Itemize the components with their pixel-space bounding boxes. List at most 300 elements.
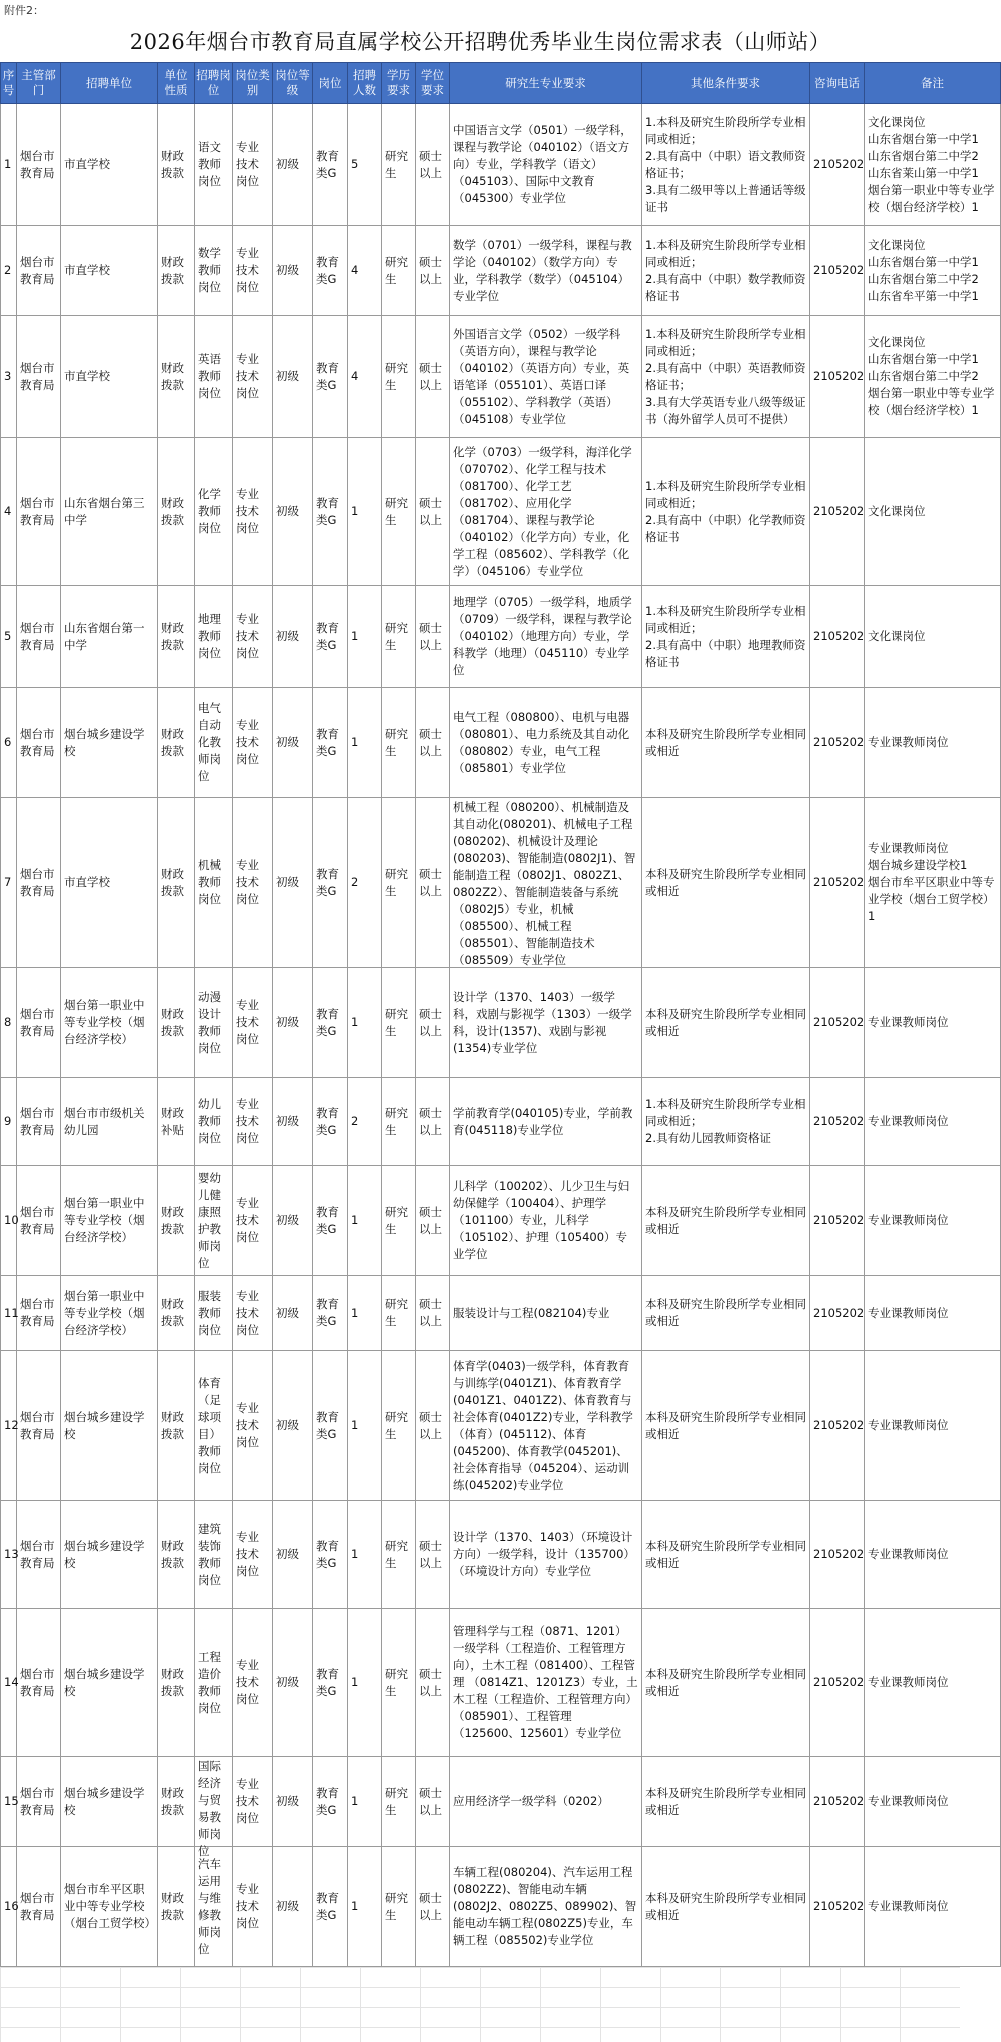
cell-seq [1,1501,17,1609]
cell-text: 机械工程（080200）、机械制造及其自动化(080201)、机械电子工程(080202)、机械设计及理论(080203)、智能制造(0802J1)、智能制造工程（0802J1、0802Z1、0802Z2）、智能制造装备与系统（0802J5）专业，机械（085500）、机械工程（085501）、智能制造技术（085509）专业学位 [453,799,636,967]
cell-text: 4 [351,263,359,277]
cell-seq [1,586,17,688]
cell-text: 1 [351,1547,359,1561]
cell-phone [810,1351,865,1501]
cell-text: 初级 [276,1794,299,1808]
cell-degree [416,798,450,968]
cell-unit [61,1351,158,1501]
cell-category [233,1847,273,1967]
cell-post [195,798,233,968]
cell-text: 烟台市教育局 [20,495,55,527]
cell-text: 机械教师岗位 [198,858,221,906]
cell-text: 本科及研究生阶段所学专业相同或相近 [645,866,806,898]
cell-type [313,586,348,688]
cell-text: 烟台城乡建设学校 [64,1785,145,1817]
cell-seq [1,226,17,316]
cell-dept [17,1757,61,1847]
cell-other [642,104,810,226]
cell-text: 硕士以上 [419,620,442,652]
cell-type [313,1847,348,1967]
cell-text: 研究生 [385,1890,408,1922]
cell-text: 财政拨款 [161,1297,184,1328]
cell-nature [158,798,195,968]
cell-text: 专业技术岗位 [236,1777,259,1825]
cell-text: 2105202 [813,629,865,643]
cell-seq [1,1166,17,1276]
cell-major [450,968,642,1078]
cell-major [450,798,642,968]
cell-text: 研究生 [385,148,408,180]
cell-post [195,438,233,586]
cell-text: 数学教师岗位 [198,246,221,294]
cell-phone [810,1078,865,1166]
cell-type [313,1276,348,1351]
cell-unit [61,1078,158,1166]
cell-note [865,1609,1001,1757]
cell-text: 本科及研究生阶段所学专业相同或相近 [645,1297,806,1328]
cell-edu [382,226,416,316]
cell-text: 专业课教师岗位 [868,735,949,749]
cell-text: 2105202 [813,875,865,889]
cell-text: 专业技术岗位 [236,140,259,188]
cell-unit [61,1276,158,1351]
cell-text: 1 [351,1305,359,1320]
cell-text: 儿科学（100202）、儿少卫生与妇幼保健学（100404）、护理学（101100）专业，儿科学（105102）、护理（105400）专业学位 [453,1179,630,1261]
cell-seq [1,1609,17,1757]
cell-post [195,1609,233,1757]
cell-major [450,438,642,586]
cell-text: 财政拨款 [161,148,184,180]
cell-text: 1 [351,1794,359,1808]
cell-text: 硕士以上 [419,1666,442,1698]
cell-text: 烟台市市级机关幼儿园 [64,1105,145,1137]
cell-text: 电气自动化教师岗位 [198,701,221,783]
cell-text: 7 [4,875,12,889]
cell-text: 烟台城乡建设学校 [64,1666,145,1698]
table-row [1,1078,1001,1166]
cell-type [313,226,348,316]
cell-edu [382,438,416,586]
cell-text: 1 [351,629,359,643]
cell-degree [416,1609,450,1757]
cell-edu [382,1757,416,1847]
cell-degree [416,968,450,1078]
cell-text: 硕士以上 [419,1409,442,1441]
cell-text: 市直学校 [64,263,110,277]
cell-text: 初级 [276,875,299,889]
cell-text: 文化课岗位 [868,504,926,518]
cell-type [313,798,348,968]
cell-text: 初级 [276,1213,299,1227]
page-title: 2026年烟台市教育局直属学校公开招聘优秀毕业生岗位需求表（山师站） [129,30,831,54]
cell-text: 2105202 [813,1899,865,1913]
cell-phone [810,798,865,968]
cell-text: 山东省烟台第三中学 [64,495,145,527]
cell-grade [273,798,313,968]
cell-nature [158,968,195,1078]
cell-seq [1,688,17,798]
cell-post [195,1501,233,1609]
cell-text: 财政拨款 [161,620,184,652]
cell-dept [17,1166,61,1276]
cell-count [348,104,382,226]
cell-note [865,438,1001,586]
cell-edu [382,1847,416,1967]
cell-grade [273,968,313,1078]
cell-text: 硕士以上 [419,495,442,527]
cell-grade [273,688,313,798]
table-row [1,1609,1001,1757]
cell-text: 专业技术岗位 [236,858,259,906]
cell-dept [17,1078,61,1166]
cell-text: 硕士以上 [419,1204,442,1236]
cell-text: 专业技术岗位 [236,1882,259,1930]
cell-text: 1 [351,1899,359,1913]
cell-text: 专业课教师岗位 [868,1305,949,1320]
cell-text: 中国语言文学（0501）一级学科，课程与教学论（040102）（语文方向）专业，学科教学（语文）（045103）、国际中文教育（045300）专业学位 [453,123,632,205]
cell-text: 学前教育学(040105)专业，学前教育(045118)专业学位 [453,1105,633,1137]
cell-post [195,1166,233,1276]
cell-category [233,1166,273,1276]
cell-text: 研究生 [385,1006,408,1038]
cell-text: 专业课教师岗位 [868,1213,949,1227]
cell-text: 教育类G [316,1785,339,1817]
cell-text: 烟台市教育局 [20,1204,55,1236]
table-row [1,316,1001,438]
cell-other [642,316,810,438]
cell-text: 专业技术岗位 [236,1288,259,1337]
cell-grade [273,1166,313,1276]
cell-nature [158,104,195,226]
cell-text: 教育类G [316,1666,339,1698]
cell-text: 6 [4,735,12,749]
cell-grade [273,1078,313,1166]
cell-text: 4 [351,369,359,383]
cell-post [195,688,233,798]
table-header-row [1,63,1001,104]
cell-grade [273,226,313,316]
cell-phone [810,104,865,226]
cell-note [865,1847,1001,1967]
cell-text: 财政拨款 [161,726,184,758]
cell-text: 市直学校 [64,875,110,889]
cell-phone [810,226,865,316]
cell-text: 烟台第一职业中等专业学校（烟台经济学校） [64,998,145,1046]
cell-text: 1 [351,1418,359,1432]
cell-text: 1.本科及研究生阶段所学专业相同或相近； 2.具有高中（中职）语文教师资格证书； 3.具有二级甲等以上普通话等级证书 [645,114,806,214]
header-post: 招聘岗位 [195,63,233,104]
cell-text: 专业课教师岗位 [868,1418,949,1432]
cell-text: 财政拨款 [161,1409,184,1441]
cell-edu [382,1078,416,1166]
header-seq: 序号 [1,63,17,104]
cell-nature [158,438,195,586]
cell-text: 教育类G [316,495,339,527]
cell-other [642,1847,810,1967]
cell-text: 教育类G [316,1105,339,1137]
cell-text: 本科及研究生阶段所学专业相同或相近 [645,1538,806,1570]
cell-text: 财政拨款 [161,1890,184,1922]
cell-text: 专业课教师岗位 [868,1794,949,1808]
cell-text: 教育类G [316,866,339,898]
cell-text: 硕士以上 [419,1006,442,1038]
cell-unit [61,316,158,438]
cell-seq [1,1351,17,1501]
cell-count [348,1847,382,1967]
cell-nature [158,1078,195,1166]
cell-text: 车辆工程(080204)、汽车运用工程(0802Z2)、智能电动车辆(0802J2、0802Z5、089902)、智能电动车辆工程(0802Z5)专业，车辆工程（085502)专业学位 [453,1865,637,1947]
table-row [1,1351,1001,1501]
cell-text: 体育学(0403)一级学科，体育教育与训练学(0401Z1)、体育教育学(0401Z1、0401Z2)、体育教育与社会体育(0401Z2)专业，学科教学（体育）(045112)、体育(045200)、体育教学(045201)、社会体育指导（045204）、运动训练(045202)专业学位 [453,1358,633,1492]
cell-grade [273,1757,313,1847]
cell-text: 初级 [276,629,299,643]
cell-text: 12 [4,1418,19,1432]
header-other: 其他条件要求 [642,63,810,104]
cell-post [195,226,233,316]
cell-text: 8 [4,1015,12,1029]
cell-text: 1 [351,504,359,518]
table-body [1,104,1001,1967]
cell-text: 研究生 [385,1785,408,1817]
cell-edu [382,688,416,798]
cell-phone [810,1757,865,1847]
cell-text: 2105202 [813,1305,865,1320]
cell-text: 研究生 [385,1204,408,1236]
cell-text: 烟台市教育局 [20,1105,55,1137]
header-unit: 招聘单位 [61,63,158,104]
cell-text: 语文教师岗位 [198,140,221,188]
cell-count [348,1757,382,1847]
cell-text: 教育类G [316,620,339,652]
cell-category [233,798,273,968]
cell-major [450,316,642,438]
cell-category [233,226,273,316]
cell-other [642,1351,810,1501]
cell-text: 硕士以上 [419,1890,442,1922]
cell-text: 初级 [276,263,299,277]
cell-text: 教育类G [316,1890,339,1922]
cell-text: 研究生 [385,866,408,898]
cell-other [642,688,810,798]
cell-count [348,316,382,438]
cell-text: 烟台市教育局 [20,1538,55,1570]
cell-grade [273,1609,313,1757]
cell-degree [416,1351,450,1501]
cell-degree [416,1166,450,1276]
cell-other [642,1609,810,1757]
cell-unit [61,1847,158,1967]
cell-dept [17,688,61,798]
cell-text: 2105202 [813,1794,865,1808]
header-major: 研究生专业要求 [450,63,642,104]
cell-edu [382,1351,416,1501]
cell-text: 烟台市教育局 [20,1890,55,1922]
cell-text: 专业课教师岗位 [868,1899,949,1913]
cell-text: 设计学（1370、1403）一级学科，戏剧与影视学（1303）一级学科，设计(1357)、戏剧与影视(1354)专业学位 [453,989,632,1055]
cell-degree [416,1847,450,1967]
header-grade: 岗位等级 [273,63,313,104]
cell-note [865,1166,1001,1276]
cell-text: 服装设计与工程(082104)专业 [453,1305,610,1320]
cell-other [642,1501,810,1609]
cell-text: 烟台市教育局 [20,866,55,898]
cell-unit [61,586,158,688]
cell-other [642,1166,810,1276]
cell-text: 体育（足球项目）教师岗位 [198,1375,221,1475]
cell-post [195,1847,233,1967]
cell-post [195,1757,233,1858]
cell-text: 初级 [276,1899,299,1913]
cell-category [233,438,273,586]
cell-phone [810,586,865,688]
cell-edu [382,1166,416,1276]
cell-text: 2105202 [813,504,865,518]
cell-unit [61,1501,158,1609]
cell-post [195,316,233,438]
header-degree: 学位要求 [416,63,450,104]
cell-text: 硕士以上 [419,726,442,758]
cell-major [450,1166,642,1276]
cell-seq [1,438,17,586]
cell-text: 16 [4,1899,19,1913]
cell-count [348,438,382,586]
cell-phone [810,1847,865,1967]
cell-phone [810,688,865,798]
cell-text: 烟台市教育局 [20,1006,55,1038]
cell-text: 2105202 [813,157,865,171]
cell-text: 工程造价教师岗位 [198,1649,221,1715]
cell-nature [158,688,195,798]
table-row [1,1757,1001,1847]
cell-text: 本科及研究生阶段所学专业相同或相近 [645,1890,806,1922]
cell-text: 文化课岗位 [868,629,926,643]
cell-text: 研究生 [385,1666,408,1698]
cell-unit [61,104,158,226]
cell-degree [416,586,450,688]
cell-grade [273,1276,313,1351]
cell-dept [17,1351,61,1501]
cell-text: 初级 [276,504,299,518]
cell-nature [158,1351,195,1501]
cell-category [233,968,273,1078]
cell-type [313,1609,348,1757]
cell-unit [61,1166,158,1276]
cell-text: 研究生 [385,495,408,527]
cell-note [865,226,1001,316]
cell-text: 硕士以上 [419,1785,442,1817]
cell-text: 专业技术岗位 [236,1196,259,1244]
table-row [1,226,1001,316]
cell-note [865,1276,1001,1351]
cell-dept [17,1609,61,1757]
cell-post [195,968,233,1078]
cell-text: 研究生 [385,1297,408,1328]
cell-seq [1,1276,17,1351]
cell-text: 专业课教师岗位 烟台城乡建设学校1 烟台市牟平区职业中等专业学校（烟台工贸学校）1 [868,841,995,923]
cell-text: 烟台城乡建设学校 [64,1409,145,1441]
cell-text: 1.本科及研究生阶段所学专业相同或相近； 2.具有高中（中职）化学教师资格证书 [645,478,806,544]
cell-text: 1.本科及研究生阶段所学专业相同或相近； 2.具有高中（中职）地理教师资格证书 [645,603,806,669]
cell-text: 本科及研究生阶段所学专业相同或相近 [645,1006,806,1038]
cell-note [865,1078,1001,1166]
cell-text: 初级 [276,157,299,171]
cell-text: 2 [351,875,359,889]
annex-label: 附件2： [4,4,44,17]
cell-phone [810,1166,865,1276]
cell-text: 财政拨款 [161,254,184,286]
cell-seq [1,1078,17,1166]
cell-other [642,226,810,316]
cell-text: 2105202 [813,1547,865,1561]
cell-text: 硕士以上 [419,866,442,898]
cell-text: 烟台市教育局 [20,1297,55,1328]
cell-category [233,1351,273,1501]
cell-type [313,1078,348,1166]
cell-type [313,968,348,1078]
cell-nature [158,586,195,688]
cell-text: 初级 [276,1305,299,1320]
cell-note [865,968,1001,1078]
cell-text: 2105202 [813,1213,865,1227]
cell-type [313,688,348,798]
cell-text: 初级 [276,1418,299,1432]
cell-text: 市直学校 [64,157,110,171]
cell-text: 数学（0701）一级学科，课程与教学论（040102）（数学方向）专业，学科教学（数学）（045104）专业学位 [453,237,632,303]
cell-category [233,1757,273,1847]
cell-text: 地理教师岗位 [198,612,221,660]
cell-dept [17,968,61,1078]
cell-seq [1,104,17,226]
cell-category [233,1501,273,1609]
cell-text: 烟台市教育局 [20,1409,55,1441]
cell-seq [1,316,17,438]
cell-unit [61,968,158,1078]
cell-text: 研究生 [385,1409,408,1441]
cell-post [195,104,233,226]
cell-note [865,1757,1001,1847]
cell-text: 1 [351,1015,359,1029]
cell-edu [382,104,416,226]
cell-text: 本科及研究生阶段所学专业相同或相近 [645,1666,806,1698]
cell-text: 9 [4,1114,12,1128]
cell-other [642,438,810,586]
cell-text: 专业技术岗位 [236,612,259,660]
cell-text: 烟台市教育局 [20,726,55,758]
header-edu: 学历要求 [382,63,416,104]
cell-note [865,1351,1001,1501]
cell-text: 教育类G [316,1006,339,1038]
cell-nature [158,1166,195,1276]
cell-other [642,968,810,1078]
cell-text: 2105202 [813,1418,865,1432]
cell-text: 烟台城乡建设学校 [64,726,145,758]
header-phone: 咨询电话 [810,63,865,104]
header-count: 招聘人数 [348,63,382,104]
cell-major [450,1757,642,1847]
cell-text: 14 [4,1675,19,1689]
cell-grade [273,1847,313,1967]
cell-text: 专业技术岗位 [236,718,259,766]
cell-edu [382,1501,416,1609]
cell-text: 烟台市牟平区职业中等专业学校（烟台工贸学校） [64,1882,156,1930]
cell-unit [61,798,158,968]
cell-category [233,586,273,688]
cell-text: 烟台市教育局 [20,254,55,286]
cell-text: 教育类G [316,148,339,180]
cell-other [642,1757,810,1847]
table-row [1,1847,1001,1967]
cell-type [313,1166,348,1276]
